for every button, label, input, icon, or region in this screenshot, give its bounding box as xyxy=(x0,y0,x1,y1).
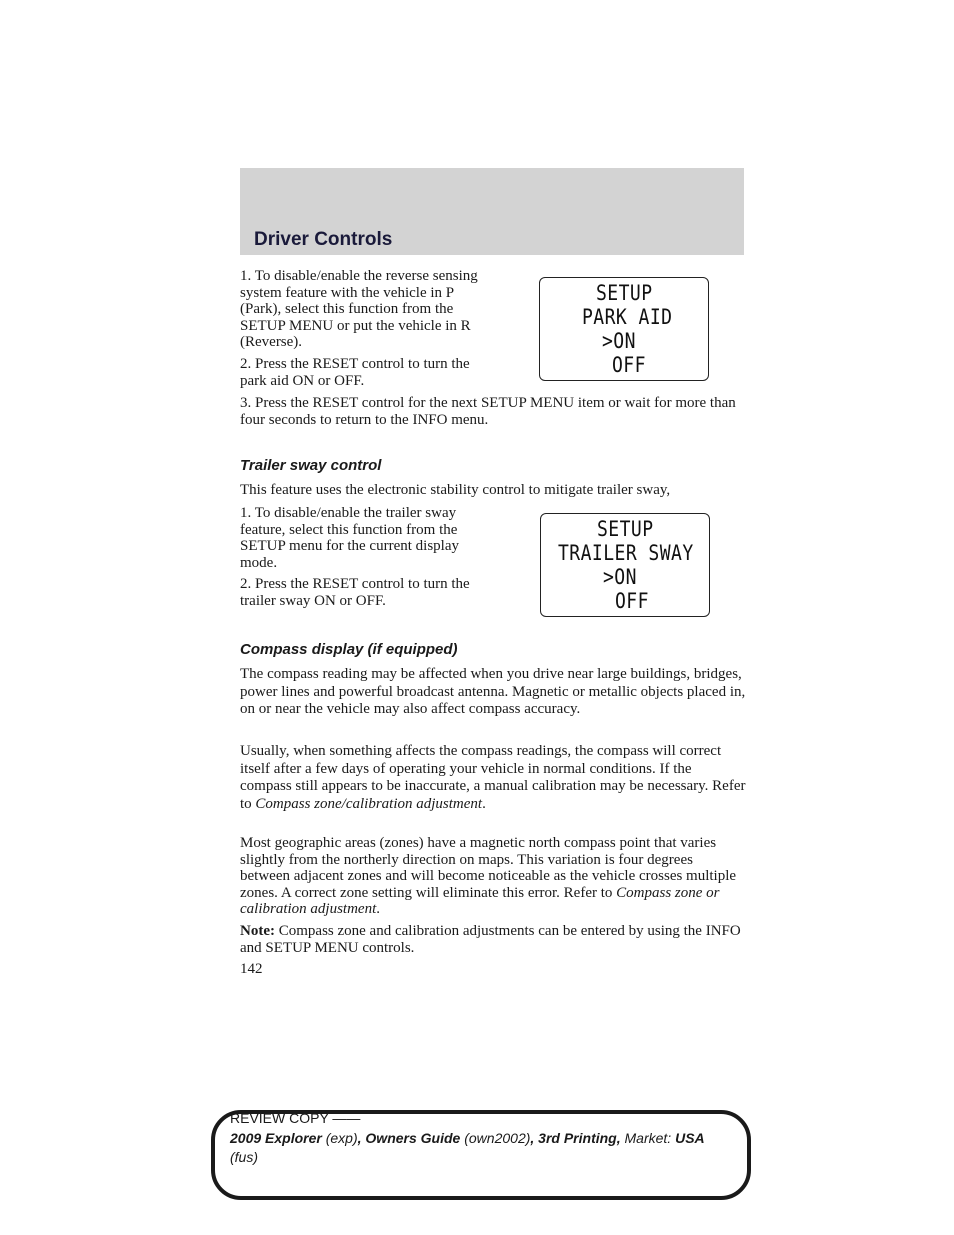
display-line-off: OFF xyxy=(615,589,649,613)
footer-model: 2009 Explorer xyxy=(230,1130,322,1146)
display-line-trailer-sway: TRAILER SWAY xyxy=(558,541,694,565)
trailer-sway-intro: This feature uses the electronic stability control to mitigate trailer sway, xyxy=(240,482,671,498)
park-aid-step-3-text: 3. Press the RESET control for the next SETUP MENU item or wait for more than four seconds to return to the INFO menu. xyxy=(240,395,736,428)
footer-market-code xyxy=(230,1148,258,1167)
page-number: 142 xyxy=(240,961,263,977)
compass-calibration-reference: Compass zone/calibration adjustment xyxy=(255,795,483,812)
footer-review-copy: REVIEW COPY —— xyxy=(230,1110,361,1126)
park-aid-display xyxy=(539,277,709,381)
footer-market-code-text: (fus) xyxy=(230,1149,258,1165)
compass-note xyxy=(240,923,746,956)
footer-guide: , Owners Guide xyxy=(357,1130,461,1146)
note-text: Compass zone and calibration adjustments can be entered by using the INFO and SETUP MENU controls. xyxy=(240,923,741,956)
display-line-on: >ON xyxy=(602,329,636,353)
footer-printing: , 3rd Printing, xyxy=(530,1130,621,1146)
compass-zone-reference: Compass zone or calibration adjustment xyxy=(240,884,720,917)
footer-guide-code: (own2002) xyxy=(464,1130,531,1146)
compass-paragraph-3 xyxy=(240,835,746,918)
display-line-on: >ON xyxy=(603,565,637,589)
display-line-setup: SETUP xyxy=(597,517,654,541)
trailer-sway-step-2: 2. Press the RESET control to turn the trailer sway ON or OFF. xyxy=(240,576,470,609)
section-title: Driver Controls xyxy=(254,229,393,250)
compass-paragraph-1: The compass reading may be affected when you drive near large buildings, bridges, power lines and powerful broadcast antenna. Magnetic or metallic objects placed in, on or near the vehicle may also affect compass accuracy. xyxy=(240,666,746,718)
trailer-sway-step-1: 1. To disable/enable the trailer sway feature, select this function from the SETUP menu for the current display mode. xyxy=(240,505,459,571)
footer-publication-line xyxy=(230,1129,705,1148)
compass-paragraph-2-text: Usually, when something affects the compass readings, the compass will correct itself after a few days of operating your vehicle in normal conditions. If the compass still appears to be inaccurate, a manual calibration may be necessary. Refer to xyxy=(240,743,746,812)
trailer-sway-display xyxy=(540,513,710,617)
park-aid-step-3 xyxy=(240,395,744,428)
compass-paragraph-3-end: . xyxy=(376,901,380,917)
section-header-band xyxy=(240,168,744,255)
display-line-park-aid: PARK AID xyxy=(582,305,673,329)
compass-paragraph-2-end: . xyxy=(482,795,486,812)
footer-market: USA xyxy=(675,1130,705,1146)
compass-paragraph-3-text: Most geographic areas (zones) have a magnetic north compass point that varies slightly from the northerly direction on maps. This variation is four degrees between adjacent zones and will become noticeable as the vehicle crosses multiple zones. A correct zone setting will eliminate this error. Refer to xyxy=(240,835,737,901)
trailer-sway-heading: Trailer sway control xyxy=(240,457,382,474)
footer-market-label: Market: xyxy=(624,1130,672,1146)
note-label: Note: xyxy=(240,923,275,939)
park-aid-step-2: 2. Press the RESET control to turn the park aid ON or OFF. xyxy=(240,356,470,389)
compass-heading: Compass display (if equipped) xyxy=(240,641,458,658)
display-line-off: OFF xyxy=(612,353,646,377)
park-aid-step-1: 1. To disable/enable the reverse sensing system feature with the vehicle in P (Park), select this function from the SETUP MENU or put the vehicle in R (Reverse). xyxy=(240,268,478,350)
compass-paragraph-2 xyxy=(240,743,746,813)
display-line-setup: SETUP xyxy=(596,281,653,305)
footer-model-code: (exp) xyxy=(325,1130,358,1146)
